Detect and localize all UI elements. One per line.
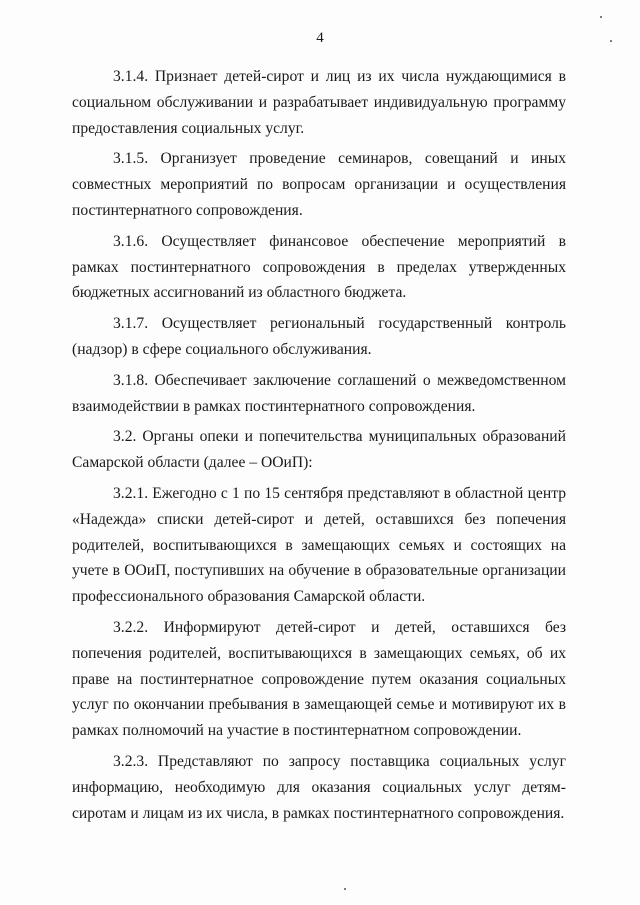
paragraph-3-1-8: 3.1.8. Обеспечивает заключение соглашений о межведомственном взаимодействии в рамках постинтернатного сопровождения. (72, 371, 566, 415)
paragraph-3-2-2: 3.2.2. Информируют детей-сирот и детей, оставшихся без попечения родителей, воспитывающихся в замещающих семьях, об их праве на постинтернатное сопровождение путем оказания социальных услуг по окончании пребывания в замещающей семье и мотивируют их в рамках полномочий на участие в постинтернатном сопровождении. (72, 618, 566, 740)
paragraph-3-2-3: 3.2.3. Представляют по запросу поставщика социальных услуг информацию, необходимую для оказания социальных услуг детям-сиротам и лицам из их числа, в рамках постинтернатного сопровождения. (72, 752, 566, 822)
paragraph-3-1-4: 3.1.4. Признает детей-сирот и лиц из их числа нуждающимися в социальном обслуживании и разрабатывает индивидуальную программу предоставления социальных услуг. (72, 68, 566, 137)
scan-speck (600, 16, 602, 18)
paragraph-3-1-7: 3.1.7. Осуществляет региональный государственный контроль (надзор) в сфере социального обслуживания. (72, 315, 566, 358)
page-number: 4 (316, 30, 324, 46)
paragraph-3-1-5: 3.1.5. Организует проведение семинаров, совещаний и иных совместных мероприятий по вопросам организации и осуществления постинтернатного сопровождения. (72, 150, 566, 219)
paragraph-3-2-1: 3.2.1. Ежегодно с 1 по 15 сентября представляют в областной центр «Надежда» списки детей-сирот и детей, оставшихся без попечения родителей, воспитывающихся в замещающих семьях и состоящих на учете в ООиП, поступивших на обучение в образовательные организации профессионального образования Самарской области. (72, 484, 566, 606)
paragraph-3-2: 3.2. Органы опеки и попечительства муниципальных образований Самарской области (далее – ООиП): (72, 428, 566, 472)
scan-speck (610, 40, 612, 42)
paragraph-3-1-6: 3.1.6. Осуществляет финансовое обеспечение мероприятий в рамках постинтернатного сопровождения в пределах утвержденных бюджетных ассигнований из областного бюджета. (72, 232, 566, 302)
document-body (72, 64, 566, 831)
scan-speck (344, 888, 346, 890)
